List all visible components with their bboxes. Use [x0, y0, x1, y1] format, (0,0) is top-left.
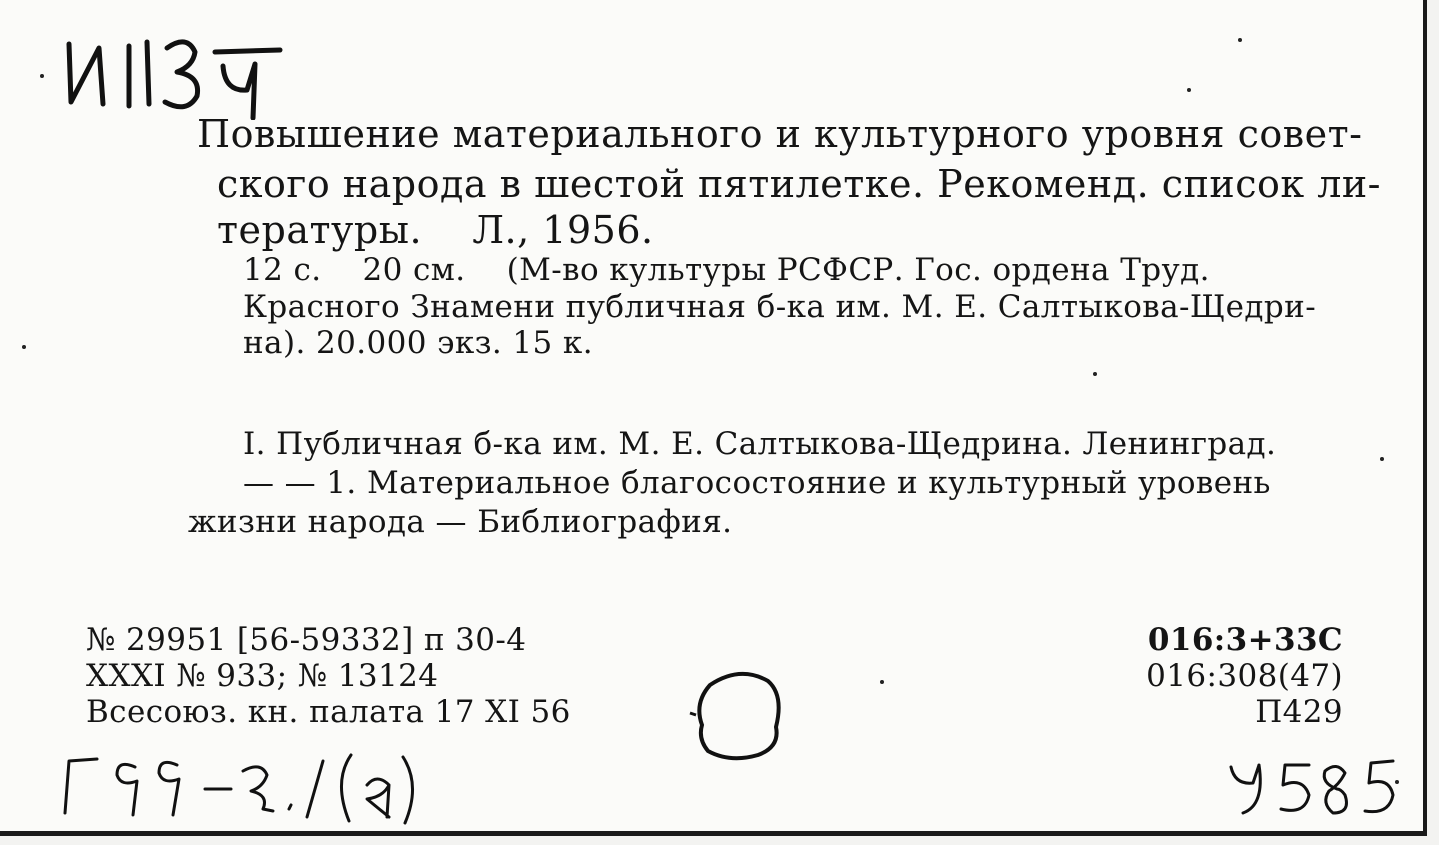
- title-line-3: тературы. Л., 1956.: [217, 208, 654, 252]
- punch-hole-stamp: [680, 655, 800, 775]
- registry-line-2: XXXI № 933; № 13124: [86, 658, 439, 694]
- handwritten-bottom-left: [55, 745, 425, 825]
- speckle: [40, 74, 44, 78]
- classification-line-1: 016:3+33С: [1147, 622, 1343, 658]
- speckle: [1380, 457, 1384, 461]
- handwritten-bottom-right-text: У585: [1225, 755, 1228, 756]
- registry-line-1: № 29951 [56-59332] п 30-4: [86, 622, 527, 658]
- speckle: [22, 345, 26, 349]
- speckle: [1187, 88, 1191, 92]
- tracing-line-3: жизни народа — Библиография.: [188, 504, 733, 540]
- handwritten-bottom-left-text: Г99-2.1(Я): [55, 745, 60, 746]
- classification-line-2: 016:308(47): [1146, 658, 1343, 694]
- speckle: [1093, 372, 1097, 376]
- tracing-line-2: — — 1. Материальное благосостояние и культурный уровень: [243, 465, 1271, 501]
- speckle: [880, 680, 884, 684]
- description-line-2: Красного Знамени публичная б-ка им. М. Е. Салтыкова-Щедри-: [243, 289, 1317, 325]
- title-line-1: Повышение материального и культурного уровня совет-: [197, 112, 1363, 156]
- registry-line-3: Всесоюз. кн. палата 17 XI 56: [86, 694, 571, 730]
- description-line-1: 12 с. 20 см. (М-во культуры РСФСР. Гос. ордена Труд.: [243, 252, 1210, 288]
- speckle: [1238, 38, 1242, 42]
- handwritten-shelfmark-text: И113 Ч: [55, 30, 59, 31]
- handwritten-shelfmark: [55, 30, 295, 120]
- classification-line-3: П429: [1255, 694, 1343, 730]
- description-line-3: на). 20.000 экз. 15 к.: [243, 325, 593, 361]
- tracing-line-1: I. Публичная б-ка им. М. Е. Салтыкова-Щедрина. Ленинград.: [243, 426, 1277, 462]
- handwritten-bottom-right: [1225, 755, 1405, 825]
- title-line-2: ского народа в шестой пятилетке. Рекоменд. список ли-: [217, 162, 1382, 206]
- speckle: [1395, 780, 1399, 784]
